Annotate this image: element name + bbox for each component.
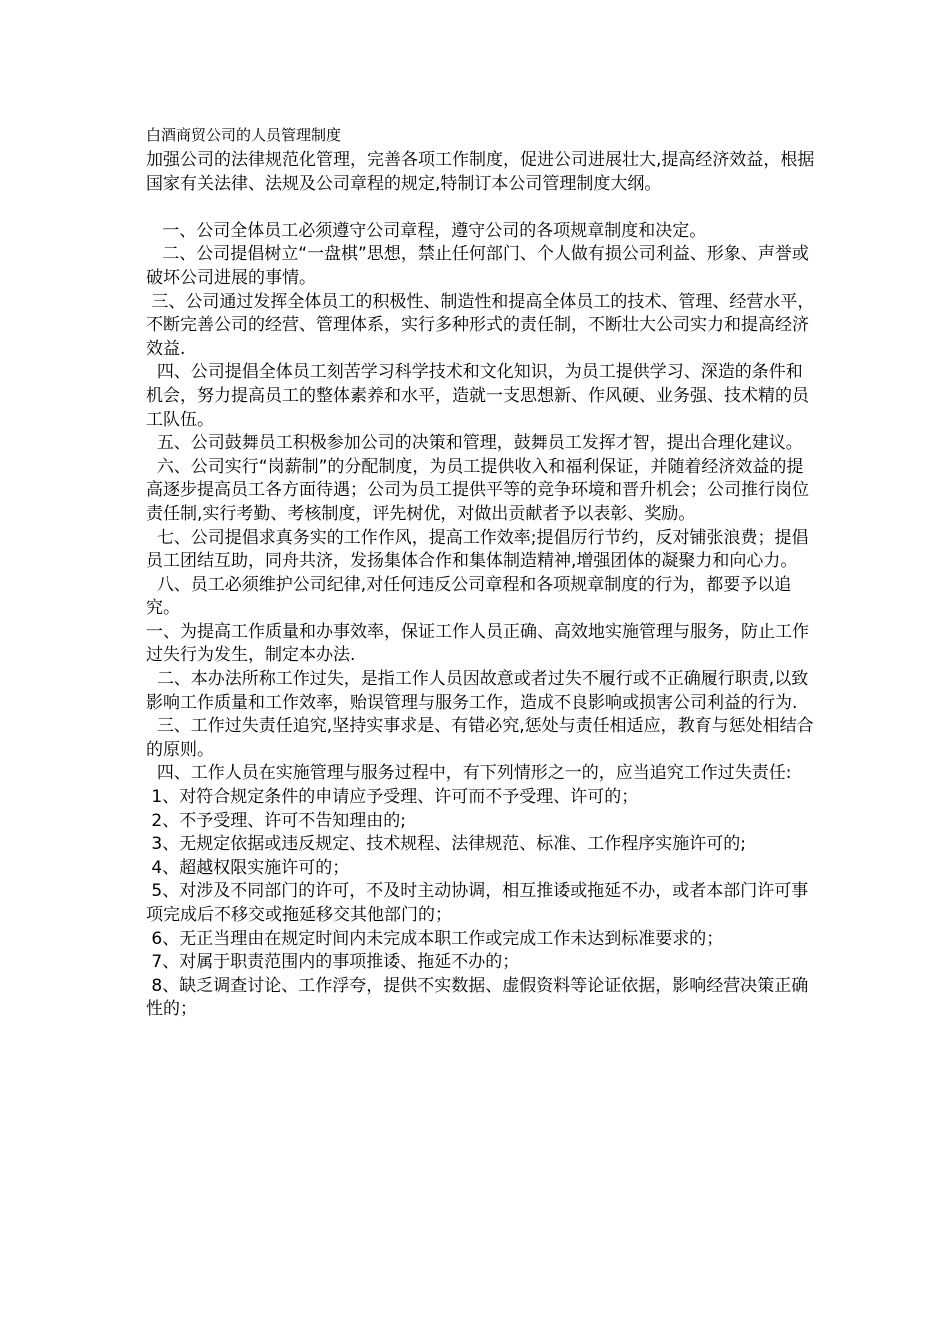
article-paragraph: 六、公司实行“岗薪制”的分配制度，为员工提供收入和福利保证，并随着经济效益的提高逐步提高员工各方面待遇；公司为员工提供平等的竞争环境和晋升机会；公司推行岗位责任制,实行考勤、考核制度，评先树优，对做出贡献者予以表彰、奖励。 <box>146 456 809 524</box>
document-title: 白酒商贸公司的人员管理制度 <box>146 126 342 144</box>
intro-paragraph: 加强公司的法律规范化管理，完善各项工作制度，促进公司进展壮大,提高经济效益，根据国家有关法律、法规及公司章程的规定,特制订本公司管理制度大纲。 <box>146 150 815 194</box>
rule-paragraph: 四、工作人员在实施管理与服务过程中，有下列情形之一的，应当追究工作过失责任: <box>146 763 792 784</box>
rule-paragraph: 三、工作过失责任追究,坚持实事求是、有错必究,惩处与责任相适应，教育与惩处相结合的原则。 <box>146 716 814 760</box>
rule-paragraph: 二、本办法所称工作过失，是指工作人员因故意或者过失不履行或不正确履行职责,以致影响工作质量和工作效率，贻误管理与服务工作，造成不良影响或损害公司利益的行为. <box>146 669 809 713</box>
article-paragraph: 一、公司全体员工必须遵守公司章程，遵守公司的各项规章制度和决定。 <box>146 220 707 241</box>
article-paragraph: 五、公司鼓舞员工积极参加公司的决策和管理，鼓舞员工发挥才智，提出合理化建议。 <box>146 433 803 454</box>
article-paragraph: 七、公司提倡求真务实的工作作风，提高工作效率;提倡厉行节约，反对铺张浪费；提倡员工团结互助，同舟共济，发扬集体合作和集体制造精神,增强团体的凝聚力和向心力。 <box>146 527 809 572</box>
article-paragraph: 八、员工必须维护公司纪律,对任何违反公司章程和各项规章制度的行为，都要予以追究。 <box>146 574 792 619</box>
rule-list-item: 7、对属于职责范围内的事项推诿、拖延不办的； <box>146 952 520 973</box>
article-paragraph: 二、公司提倡树立“一盘棋”思想，禁止任何部门、个人做有损公司利益、形象、声誉或破坏公司进展的事情。 <box>146 244 809 288</box>
document-body <box>146 126 816 1022</box>
rule-list-item: 2、不予受理、许可不告知理由的; <box>146 810 406 831</box>
rule-list-item: 3、无规定依据或违反规定、技术规程、法律规范、标准、工作程序实施许可的; <box>146 834 746 855</box>
article-paragraph: 四、公司提倡全体员工刻苦学习科学技术和文化知识，为员工提供学习、深造的条件和机会，努力提高员工的整体素养和水平，造就一支思想新、作风硬、业务强、技术精的员工队伍。 <box>146 362 809 430</box>
rule-list-item: 8、缺乏调查讨论、工作浮夸，提供不实数据、虚假资料等论证依据，影响经营决策正确性的； <box>146 975 809 1020</box>
rule-list-item: 1、对符合规定条件的申请应予受理、许可而不予受理、许可的； <box>146 787 639 808</box>
rule-list-item: 4、超越权限实施许可的； <box>146 857 350 878</box>
article-paragraph: 三、公司通过发挥全体员工的积极性、制造性和提高全体员工的技术、管理、经营水平，不断完善公司的经营、管理体系，实行多种形式的责任制，不断壮大公司实力和提高经济效益. <box>146 291 815 359</box>
rule-paragraph: 一、为提高工作质量和办事效率，保证工作人员正确、高效地实施管理与服务，防止工作过失行为发生，制定本办法. <box>146 621 809 666</box>
rule-list-item: 6、无正当理由在规定时间内未完成本职工作或完成工作未达到标准要求的； <box>146 928 724 949</box>
rule-list-item: 5、对涉及不同部门的许可，不及时主动协调，相互推诿或拖延不办，或者本部门许可事项完成后不移交或拖延移交其他部门的； <box>146 881 809 925</box>
